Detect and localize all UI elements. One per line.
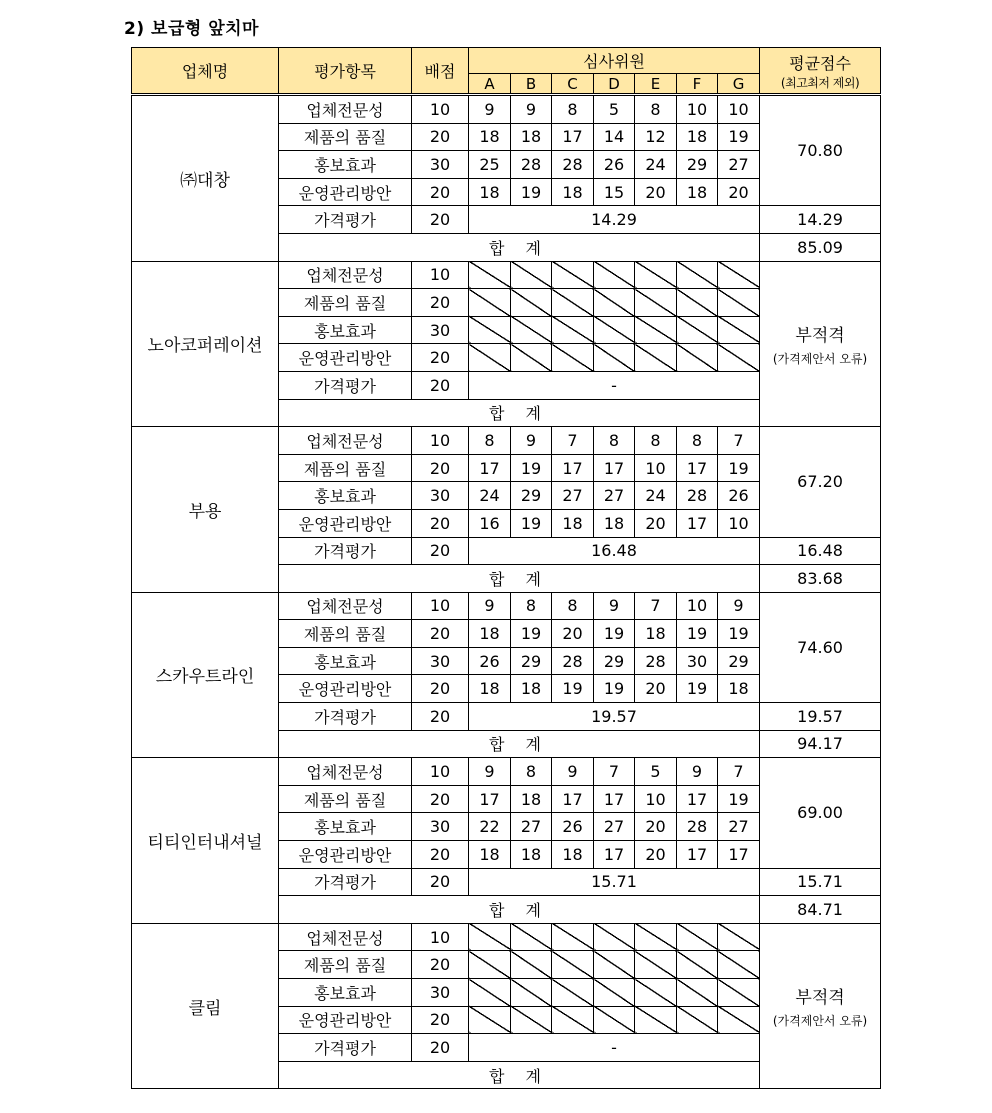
disqualified-status xyxy=(760,923,881,1089)
score-cell: 19 xyxy=(511,509,552,537)
price-points: 20 xyxy=(412,537,469,565)
company-name: 노아코퍼레이션 xyxy=(132,261,279,427)
score-cell: 8 xyxy=(635,95,677,124)
score-cell-empty xyxy=(677,951,718,979)
score-cell: 17 xyxy=(718,841,760,869)
disqualified-status xyxy=(760,261,881,427)
total-label: 합 계 xyxy=(279,1061,760,1089)
total-score: 83.68 xyxy=(760,565,881,593)
score-cell-empty xyxy=(552,923,594,951)
score-cell: 8 xyxy=(594,427,635,455)
total-label: 합 계 xyxy=(279,565,760,593)
criterion-points: 10 xyxy=(412,261,469,289)
score-cell: 17 xyxy=(677,785,718,813)
score-cell: 24 xyxy=(635,151,677,179)
score-cell-empty xyxy=(718,951,760,979)
criterion-name: 홍보효과 xyxy=(279,979,412,1007)
score-cell: 27 xyxy=(594,813,635,841)
criterion-name: 홍보효과 xyxy=(279,647,412,675)
criterion-points: 20 xyxy=(412,1006,469,1034)
score-cell: 17 xyxy=(552,454,594,482)
score-cell-empty xyxy=(469,951,511,979)
average-score: 67.20 xyxy=(760,427,881,537)
score-cell: 28 xyxy=(677,813,718,841)
score-cell: 18 xyxy=(469,123,511,151)
criterion-points: 10 xyxy=(412,592,469,620)
score-cell: 28 xyxy=(635,647,677,675)
score-cell: 19 xyxy=(511,454,552,482)
score-cell: 9 xyxy=(677,758,718,786)
score-cell-empty xyxy=(677,979,718,1007)
header-average-title: 평균점수 xyxy=(789,53,851,73)
criterion-name: 업체전문성 xyxy=(279,923,412,951)
table-row xyxy=(132,923,881,951)
price-label: 가격평가 xyxy=(279,206,412,234)
score-cell-empty xyxy=(552,316,594,344)
price-points: 20 xyxy=(412,1034,469,1062)
score-cell-empty xyxy=(718,316,760,344)
score-cell-empty xyxy=(594,923,635,951)
score-cell: 9 xyxy=(594,592,635,620)
header-judge-f: F xyxy=(677,74,718,95)
price-score: 14.29 xyxy=(469,206,760,234)
criterion-name: 제품의 품질 xyxy=(279,620,412,648)
company-name: 스카우트라인 xyxy=(132,592,279,758)
score-cell: 27 xyxy=(718,813,760,841)
score-cell-empty xyxy=(635,951,677,979)
score-cell-empty xyxy=(718,923,760,951)
score-cell-empty xyxy=(635,316,677,344)
score-cell: 18 xyxy=(469,675,511,703)
criterion-points: 20 xyxy=(412,178,469,206)
score-cell: 27 xyxy=(718,151,760,179)
criterion-points: 20 xyxy=(412,509,469,537)
criterion-points: 30 xyxy=(412,979,469,1007)
score-cell: 18 xyxy=(469,841,511,869)
price-average: 14.29 xyxy=(760,206,881,234)
score-cell: 18 xyxy=(552,841,594,869)
total-label: 합 계 xyxy=(279,399,760,427)
criterion-points: 10 xyxy=(412,95,469,124)
section-title: 2) 보급형 앞치마 xyxy=(124,19,259,39)
criterion-points: 30 xyxy=(412,316,469,344)
criterion-name: 제품의 품질 xyxy=(279,123,412,151)
score-cell: 19 xyxy=(677,675,718,703)
header-judge-d: D xyxy=(594,74,635,95)
score-cell: 28 xyxy=(552,647,594,675)
score-cell: 29 xyxy=(677,151,718,179)
score-cell-empty xyxy=(552,289,594,317)
score-cell: 20 xyxy=(635,841,677,869)
score-cell: 7 xyxy=(718,427,760,455)
status-label: 부적격 xyxy=(795,325,845,346)
score-cell: 18 xyxy=(511,123,552,151)
score-cell: 26 xyxy=(469,647,511,675)
score-cell-empty xyxy=(469,923,511,951)
score-cell: 20 xyxy=(635,813,677,841)
score-cell: 10 xyxy=(635,785,677,813)
score-cell: 18 xyxy=(511,675,552,703)
price-average: 15.71 xyxy=(760,868,881,896)
header-average-note: (최고최저 제외) xyxy=(780,75,860,90)
price-points: 20 xyxy=(412,371,469,399)
price-label: 가격평가 xyxy=(279,1034,412,1062)
company-name: ㈜대창 xyxy=(132,95,279,262)
score-cell-empty xyxy=(677,1006,718,1034)
score-cell: 17 xyxy=(677,841,718,869)
score-cell: 18 xyxy=(469,178,511,206)
score-cell: 7 xyxy=(594,758,635,786)
score-cell-empty xyxy=(677,923,718,951)
score-cell: 27 xyxy=(594,482,635,510)
score-cell-empty xyxy=(718,289,760,317)
criterion-name: 제품의 품질 xyxy=(279,785,412,813)
score-cell: 18 xyxy=(718,675,760,703)
criterion-name: 홍보효과 xyxy=(279,316,412,344)
score-cell-empty xyxy=(677,344,718,372)
score-cell: 20 xyxy=(635,509,677,537)
score-cell: 26 xyxy=(552,813,594,841)
score-cell-empty xyxy=(469,344,511,372)
criterion-name: 업체전문성 xyxy=(279,592,412,620)
score-cell: 8 xyxy=(511,758,552,786)
criterion-points: 20 xyxy=(412,123,469,151)
company-name: 부용 xyxy=(132,427,279,593)
criterion-name: 업체전문성 xyxy=(279,95,412,124)
score-cell-empty xyxy=(552,261,594,289)
score-cell-empty xyxy=(511,289,552,317)
header-judge-b: B xyxy=(511,74,552,95)
header-points: 배점 xyxy=(412,48,469,95)
score-cell: 9 xyxy=(469,758,511,786)
score-cell: 18 xyxy=(635,620,677,648)
score-cell: 18 xyxy=(552,178,594,206)
criterion-points: 20 xyxy=(412,620,469,648)
score-cell-empty xyxy=(511,316,552,344)
criterion-name: 홍보효과 xyxy=(279,813,412,841)
score-cell-empty xyxy=(594,261,635,289)
criterion-points: 20 xyxy=(412,289,469,317)
score-cell: 8 xyxy=(469,427,511,455)
table-row xyxy=(132,261,881,289)
criterion-points: 10 xyxy=(412,427,469,455)
score-cell-empty xyxy=(594,979,635,1007)
score-cell: 27 xyxy=(552,482,594,510)
table-row xyxy=(132,95,881,124)
criterion-points: 20 xyxy=(412,841,469,869)
score-cell-empty xyxy=(469,316,511,344)
score-cell: 20 xyxy=(635,178,677,206)
score-cell-empty xyxy=(677,261,718,289)
score-cell: 28 xyxy=(677,482,718,510)
price-label: 가격평가 xyxy=(279,537,412,565)
score-cell-empty xyxy=(511,261,552,289)
score-cell: 16 xyxy=(469,509,511,537)
score-cell-empty xyxy=(635,979,677,1007)
score-cell: 18 xyxy=(511,841,552,869)
score-cell: 7 xyxy=(718,758,760,786)
score-cell: 8 xyxy=(552,95,594,124)
header-average xyxy=(760,48,881,95)
score-cell-empty xyxy=(718,344,760,372)
average-score: 74.60 xyxy=(760,592,881,702)
header-company: 업체명 xyxy=(132,48,279,95)
score-cell: 18 xyxy=(594,509,635,537)
evaluation-table xyxy=(131,47,881,1089)
status-reason: (가격제안서 오류) xyxy=(772,351,868,366)
total-label: 합 계 xyxy=(279,233,760,261)
status-label: 부적격 xyxy=(795,988,845,1009)
score-cell: 20 xyxy=(552,620,594,648)
score-cell-empty xyxy=(635,261,677,289)
score-cell: 18 xyxy=(469,620,511,648)
score-cell-empty xyxy=(511,979,552,1007)
score-cell: 9 xyxy=(552,758,594,786)
score-cell: 8 xyxy=(511,592,552,620)
score-cell: 9 xyxy=(511,427,552,455)
criterion-name: 운영관리방안 xyxy=(279,178,412,206)
criterion-name: 운영관리방안 xyxy=(279,675,412,703)
score-cell: 18 xyxy=(552,509,594,537)
price-label: 가격평가 xyxy=(279,868,412,896)
score-cell: 29 xyxy=(511,647,552,675)
score-cell-empty xyxy=(635,289,677,317)
criterion-points: 10 xyxy=(412,923,469,951)
score-cell-empty xyxy=(552,344,594,372)
score-cell: 17 xyxy=(552,123,594,151)
score-cell-empty xyxy=(469,261,511,289)
table-row xyxy=(132,427,881,455)
score-cell: 28 xyxy=(511,151,552,179)
criterion-name: 홍보효과 xyxy=(279,151,412,179)
score-cell: 5 xyxy=(635,758,677,786)
score-cell: 9 xyxy=(511,95,552,124)
score-cell: 9 xyxy=(469,592,511,620)
score-cell: 19 xyxy=(718,785,760,813)
price-label: 가격평가 xyxy=(279,371,412,399)
score-cell-empty xyxy=(469,1006,511,1034)
score-cell-empty xyxy=(552,1006,594,1034)
score-cell: 22 xyxy=(469,813,511,841)
score-cell: 20 xyxy=(718,178,760,206)
score-cell: 9 xyxy=(718,592,760,620)
score-cell: 17 xyxy=(469,785,511,813)
score-cell: 17 xyxy=(552,785,594,813)
table-body xyxy=(132,95,881,1089)
price-score: 15.71 xyxy=(469,868,760,896)
total-label: 합 계 xyxy=(279,896,760,924)
score-cell: 8 xyxy=(635,427,677,455)
criterion-name: 홍보효과 xyxy=(279,482,412,510)
price-score: - xyxy=(469,371,760,399)
score-cell: 26 xyxy=(594,151,635,179)
score-cell: 7 xyxy=(552,427,594,455)
status-reason: (가격제안서 오류) xyxy=(772,1014,868,1029)
criterion-name: 업체전문성 xyxy=(279,427,412,455)
criterion-name: 제품의 품질 xyxy=(279,454,412,482)
table-row xyxy=(132,592,881,620)
price-points: 20 xyxy=(412,868,469,896)
score-cell-empty xyxy=(552,951,594,979)
score-cell: 17 xyxy=(594,454,635,482)
score-cell: 10 xyxy=(718,509,760,537)
score-cell: 30 xyxy=(677,647,718,675)
criterion-points: 20 xyxy=(412,675,469,703)
score-cell-empty xyxy=(635,1006,677,1034)
company-name: 클림 xyxy=(132,923,279,1089)
average-score: 69.00 xyxy=(760,758,881,868)
header-judges: 심사위원 xyxy=(469,48,760,74)
price-score: 16.48 xyxy=(469,537,760,565)
score-cell: 17 xyxy=(677,454,718,482)
score-cell-empty xyxy=(469,979,511,1007)
score-cell: 15 xyxy=(594,178,635,206)
score-cell: 26 xyxy=(718,482,760,510)
score-cell: 17 xyxy=(594,785,635,813)
score-cell-empty xyxy=(469,289,511,317)
criterion-name: 운영관리방안 xyxy=(279,1006,412,1034)
score-cell-empty xyxy=(718,979,760,1007)
score-cell: 17 xyxy=(677,509,718,537)
criterion-points: 20 xyxy=(412,344,469,372)
score-cell-empty xyxy=(594,344,635,372)
score-cell-empty xyxy=(718,261,760,289)
score-cell: 29 xyxy=(718,647,760,675)
criterion-name: 제품의 품질 xyxy=(279,951,412,979)
score-cell: 19 xyxy=(594,675,635,703)
score-cell: 29 xyxy=(511,482,552,510)
criterion-points: 20 xyxy=(412,785,469,813)
price-average: 19.57 xyxy=(760,703,881,731)
price-average: 16.48 xyxy=(760,537,881,565)
score-cell-empty xyxy=(677,316,718,344)
score-cell: 19 xyxy=(511,178,552,206)
score-cell: 19 xyxy=(718,620,760,648)
score-cell: 14 xyxy=(594,123,635,151)
score-cell-empty xyxy=(718,1006,760,1034)
criterion-name: 제품의 품질 xyxy=(279,289,412,317)
criterion-name: 업체전문성 xyxy=(279,758,412,786)
score-cell: 7 xyxy=(635,592,677,620)
score-cell: 19 xyxy=(718,454,760,482)
price-points: 20 xyxy=(412,703,469,731)
criterion-name: 운영관리방안 xyxy=(279,344,412,372)
score-cell: 17 xyxy=(469,454,511,482)
price-score: 19.57 xyxy=(469,703,760,731)
score-cell: 18 xyxy=(677,123,718,151)
total-score: 85.09 xyxy=(760,233,881,261)
total-label: 합 계 xyxy=(279,730,760,758)
score-cell: 24 xyxy=(635,482,677,510)
score-cell: 19 xyxy=(718,123,760,151)
price-label: 가격평가 xyxy=(279,703,412,731)
score-cell-empty xyxy=(552,979,594,1007)
criterion-points: 30 xyxy=(412,813,469,841)
score-cell-empty xyxy=(511,344,552,372)
score-cell: 9 xyxy=(469,95,511,124)
score-cell: 18 xyxy=(511,785,552,813)
score-cell: 10 xyxy=(677,95,718,124)
criterion-points: 20 xyxy=(412,454,469,482)
criterion-points: 20 xyxy=(412,951,469,979)
table-row xyxy=(132,758,881,786)
header-judge-g: G xyxy=(718,74,760,95)
criterion-name: 운영관리방안 xyxy=(279,841,412,869)
score-cell-empty xyxy=(511,951,552,979)
score-cell: 8 xyxy=(677,427,718,455)
score-cell: 19 xyxy=(677,620,718,648)
total-score: 94.17 xyxy=(760,730,881,758)
score-cell: 12 xyxy=(635,123,677,151)
criterion-points: 30 xyxy=(412,647,469,675)
price-score: - xyxy=(469,1034,760,1062)
score-cell: 27 xyxy=(511,813,552,841)
company-name: 티티인터내셔널 xyxy=(132,758,279,924)
score-cell-empty xyxy=(594,289,635,317)
score-cell: 25 xyxy=(469,151,511,179)
score-cell-empty xyxy=(594,1006,635,1034)
header-judge-e: E xyxy=(635,74,677,95)
header-judge-c: C xyxy=(552,74,594,95)
score-cell: 10 xyxy=(635,454,677,482)
score-cell: 24 xyxy=(469,482,511,510)
score-cell-empty xyxy=(511,923,552,951)
criterion-name: 업체전문성 xyxy=(279,261,412,289)
header-item: 평가항목 xyxy=(279,48,412,95)
score-cell: 8 xyxy=(552,592,594,620)
total-score: 84.71 xyxy=(760,896,881,924)
score-cell-empty xyxy=(594,316,635,344)
criterion-points: 10 xyxy=(412,758,469,786)
average-score: 70.80 xyxy=(760,95,881,206)
score-cell: 18 xyxy=(677,178,718,206)
score-cell: 19 xyxy=(511,620,552,648)
score-cell-empty xyxy=(511,1006,552,1034)
header-judge-a: A xyxy=(469,74,511,95)
score-cell-empty xyxy=(677,289,718,317)
criterion-points: 30 xyxy=(412,482,469,510)
score-cell-empty xyxy=(594,951,635,979)
criterion-points: 30 xyxy=(412,151,469,179)
score-cell-empty xyxy=(635,344,677,372)
score-cell-empty xyxy=(635,923,677,951)
score-cell: 28 xyxy=(552,151,594,179)
score-cell: 17 xyxy=(594,841,635,869)
score-cell: 20 xyxy=(635,675,677,703)
score-cell: 19 xyxy=(552,675,594,703)
score-cell: 5 xyxy=(594,95,635,124)
score-cell: 29 xyxy=(594,647,635,675)
score-cell: 10 xyxy=(677,592,718,620)
score-cell: 10 xyxy=(718,95,760,124)
price-points: 20 xyxy=(412,206,469,234)
criterion-name: 운영관리방안 xyxy=(279,509,412,537)
score-cell: 19 xyxy=(594,620,635,648)
